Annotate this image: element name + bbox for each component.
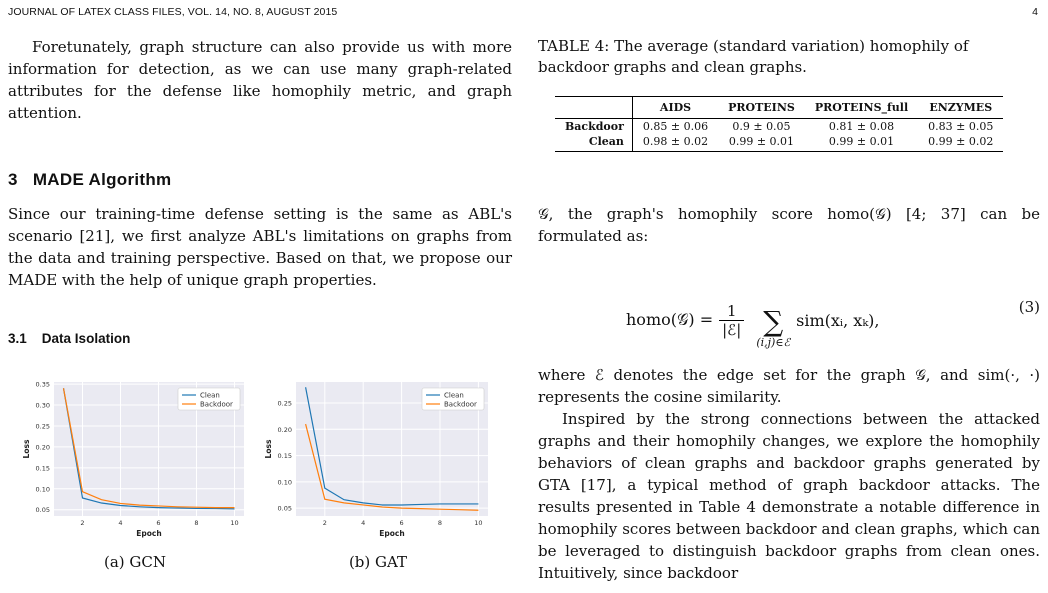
x-axis-label: Epoch bbox=[136, 529, 162, 538]
y-tick-label: 0.05 bbox=[277, 504, 292, 513]
y-tick-label: 0.15 bbox=[35, 464, 50, 473]
section-heading bbox=[8, 170, 171, 190]
equation-lhs: homo(𝒢) = bbox=[626, 310, 714, 329]
table-cell: 0.99 ± 0.01 bbox=[805, 134, 918, 152]
left-column bbox=[8, 36, 512, 124]
legend-label: Clean bbox=[200, 391, 220, 400]
x-tick-label: 4 bbox=[118, 519, 123, 527]
row-label: Backdoor bbox=[555, 119, 632, 135]
section-paragraph-block bbox=[8, 203, 512, 291]
table-corner-cell bbox=[555, 97, 632, 119]
homophily-table bbox=[555, 96, 1003, 152]
legend-label: Backdoor bbox=[200, 400, 233, 409]
subsection-heading bbox=[8, 331, 130, 346]
figure-gat-caption: (b) GAT bbox=[348, 553, 408, 571]
sum-subscript: (i,j)∈ℰ bbox=[756, 335, 791, 349]
gat-loss-chart bbox=[262, 378, 494, 546]
table-cell: 0.81 ± 0.08 bbox=[828, 120, 895, 133]
section-title: MADE Algorithm bbox=[32, 170, 172, 189]
legend-label: Backdoor bbox=[444, 400, 477, 409]
figure-gat bbox=[262, 378, 494, 546]
page-number: 4 bbox=[1032, 6, 1038, 18]
y-tick-label: 0.25 bbox=[277, 399, 292, 408]
figure-gcn-caption: (a) GCN bbox=[104, 553, 166, 571]
y-axis-label: Loss bbox=[264, 439, 273, 459]
table-cell: 0.83 ± 0.05 bbox=[928, 120, 994, 133]
inspired-paragraph: Inspired by the strong connections between the attacked graphs and their homophily changes, we explore the homophily behaviors of clean graphs and backdoor graphs generated by GTA [17], a typical method of graph backdoor attacks. The results presented in Table 4 demonstrate a notable difference in homophily scores between backdoor and clean graphs, which can be leveraged to distinguish backdoor graphs from clean ones. Intuitively, since backdoor bbox=[538, 410, 1040, 582]
table-caption: TABLE 4: The average (standard variation) homophily of backdoor graphs and clean graphs. bbox=[538, 37, 969, 76]
intro-paragraph: Foretunately, graph structure can also provide us with more information for detection, as we can use many graph-related attributes for the defense like homophily metric, and graph attention. bbox=[8, 38, 512, 122]
post-equation-paragraph: where ℰ denotes the edge set for the graph 𝒢, and sim(·, ·) represents the cosine similarity. bbox=[538, 366, 1040, 406]
y-tick-label: 0.25 bbox=[35, 422, 50, 431]
homophily-equation bbox=[626, 290, 879, 350]
fraction-denominator: |ℰ| bbox=[719, 320, 744, 339]
table-cell: 0.9 ± 0.05 bbox=[732, 120, 791, 133]
subsection-title: Data Isolation bbox=[41, 331, 131, 346]
equation-fraction bbox=[719, 302, 744, 339]
fraction-numerator: 1 bbox=[726, 301, 737, 320]
table-row bbox=[555, 119, 1003, 135]
y-tick-label: 0.15 bbox=[277, 452, 292, 461]
y-axis-label: Loss bbox=[22, 439, 31, 459]
x-tick-label: 10 bbox=[230, 519, 239, 527]
gcn-loss-chart bbox=[20, 378, 250, 546]
table-header: PROTEINS_full bbox=[805, 97, 918, 119]
running-header: JOURNAL OF LATEX CLASS FILES, VOL. 14, NO. 8, AUGUST 2015 bbox=[8, 6, 338, 18]
table-cell: 0.98 ± 0.02 bbox=[632, 134, 718, 152]
table-row bbox=[555, 134, 1003, 152]
section-paragraph: Since our training-time defense setting is the same as ABL's scenario [21], we first analyze ABL's limitations on graphs from the data and training perspective. Based on that, we propose our MADE with the help of unique graph properties. bbox=[8, 205, 512, 289]
pre-equation-block bbox=[538, 203, 1040, 247]
homophily-table-wrap bbox=[555, 96, 1003, 152]
y-tick-label: 0.35 bbox=[35, 380, 50, 389]
x-tick-label: 8 bbox=[194, 519, 199, 527]
x-tick-label: 2 bbox=[80, 519, 85, 527]
x-tick-label: 4 bbox=[361, 519, 366, 527]
y-tick-label: 0.10 bbox=[35, 485, 50, 494]
pre-equation-paragraph: 𝒢, the graph's homophily score homo(𝒢) [4; 37] can be formulated as: bbox=[538, 205, 1040, 245]
x-tick-label: 8 bbox=[437, 519, 443, 527]
y-tick-label: 0.05 bbox=[35, 506, 50, 515]
x-tick-label: 10 bbox=[474, 519, 483, 527]
legend-label: Clean bbox=[444, 391, 464, 400]
table-cell: 0.99 ± 0.02 bbox=[918, 134, 1003, 152]
y-tick-label: 0.20 bbox=[35, 443, 50, 452]
table-header: PROTEINS bbox=[718, 97, 805, 119]
y-tick-label: 0.20 bbox=[277, 425, 292, 434]
x-tick-label: 6 bbox=[156, 519, 161, 527]
y-tick-label: 0.10 bbox=[277, 478, 292, 487]
equation-sum bbox=[756, 304, 791, 349]
section-number: 3 bbox=[8, 170, 18, 189]
x-tick-label: 2 bbox=[322, 519, 327, 527]
x-axis-label: Epoch bbox=[379, 529, 405, 538]
right-column bbox=[538, 36, 1040, 78]
y-tick-label: 0.30 bbox=[35, 401, 50, 410]
table-header: ENZYMES bbox=[918, 97, 1003, 119]
table-cell: 0.85 ± 0.06 bbox=[642, 120, 709, 133]
post-equation-block bbox=[538, 364, 1040, 584]
table-cell: 0.99 ± 0.01 bbox=[718, 134, 805, 152]
figure-gcn bbox=[20, 378, 250, 546]
equation-number: (3) bbox=[1018, 298, 1040, 316]
row-label: Clean bbox=[555, 134, 632, 152]
equation-rhs: sim(xᵢ, xₖ), bbox=[796, 310, 880, 330]
table-header: AIDS bbox=[632, 97, 718, 119]
x-tick-label: 6 bbox=[399, 519, 404, 527]
subsection-number: 3.1 bbox=[8, 331, 27, 346]
sum-symbol: ∑ bbox=[763, 304, 784, 338]
